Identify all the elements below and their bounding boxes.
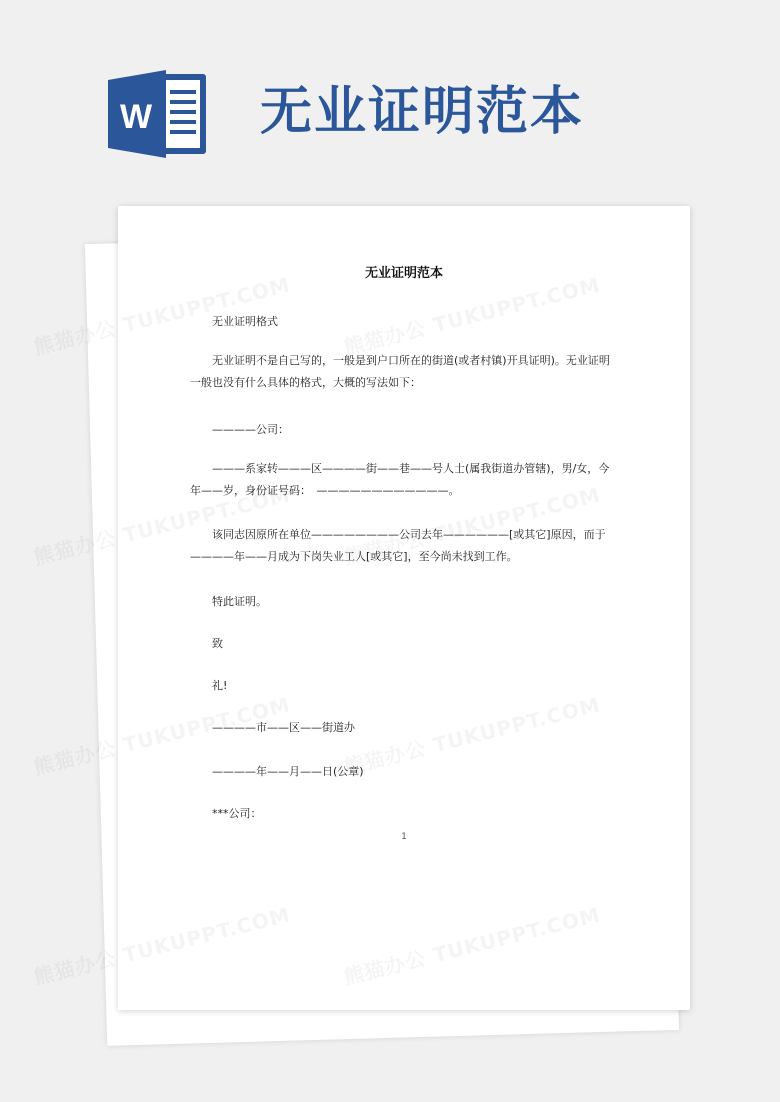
svg-text:W: W (119, 98, 153, 136)
person-info-paragraph: ———系家转———区————街——巷——号人士(属我街道办管辖)，男/女，今年——岁，身份证号码： ————————————。 (190, 462, 610, 497)
document-subtitle: 无业证明格式 (212, 315, 278, 328)
certify-line: 特此证明。 (212, 595, 267, 608)
header-title: 无业证明范本 (260, 81, 585, 142)
next-company-line: ***公司： (212, 807, 262, 820)
document-page (118, 206, 690, 1010)
closing-line-2: 礼! (212, 679, 228, 692)
situation-paragraph: 该同志因原所在单位————————公司去年——————[或其它]原因，而于————年——月成为下岗失业工人[或其它]，至今尚未找到工作。 (190, 528, 606, 563)
issuer-line: ————市——区——街道办 (212, 721, 355, 734)
closing-line-1: 致 (212, 637, 223, 650)
document-title: 无业证明范本 (364, 266, 443, 281)
date-line: ————年——月——日(公章) (212, 765, 364, 778)
salutation-company: ————公司： (212, 423, 289, 436)
intro-paragraph: 无业证明不是自己写的，一般是到户口所在的街道(或者村镇)开具证明)。无业证明一般也没有什么具体的格式，大概的写法如下： (190, 354, 610, 389)
word-icon (108, 68, 208, 160)
header (108, 68, 728, 158)
page-number: 1 (401, 832, 407, 842)
